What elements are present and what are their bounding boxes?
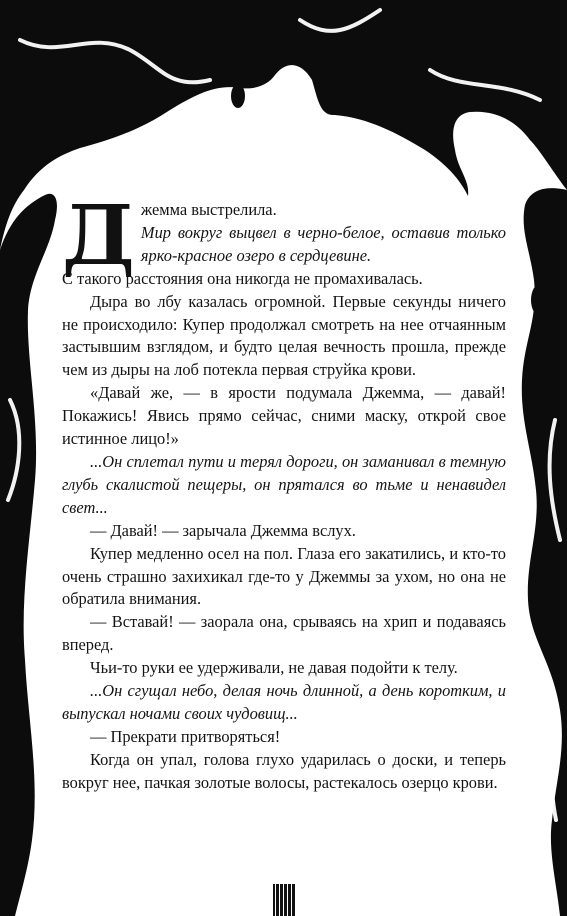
paragraph: — Давай! — зарычала Джемма вслух. (90, 520, 356, 540)
drop-cap: Д (62, 188, 135, 284)
drip (374, 24, 390, 60)
drip (531, 284, 549, 316)
paragraph: — Вставай! — заорала она, срываясь на хрип и подаваясь вперед. (62, 612, 506, 655)
paragraphs (62, 268, 506, 795)
opening-line: жемма выстрелила. (140, 200, 277, 219)
story-text-block (62, 188, 506, 795)
paragraph: Купер медленно осел на пол. Глаза его закатились, и кто-то очень страшно захихикал где-то у Джеммы за ухом, но она не обратила внимания. (62, 543, 506, 609)
paragraph: С такого расстояния она никогда не промахивалась. (62, 268, 423, 288)
paragraph: «Давай же, — в ярости подумала Джемма, — давай! Покажись! Явись прямо сейчас, сними маску, открой свое истинное лицо!» (62, 383, 506, 449)
drip (12, 308, 24, 332)
drip (402, 34, 414, 62)
paragraph: ...Он сгущал небо, делая ночь длинной, а день коротким, и выпускал ночами своих чудовищ... (62, 681, 506, 723)
printer-mark (273, 884, 295, 916)
paragraph: — Прекрати притворяться! (90, 726, 281, 746)
opening-italic: Мир вокруг выцвел в черно-белое, оставив только ярко-красное озеро в сердцевине. (140, 222, 506, 265)
left-ink-border (0, 194, 57, 916)
paragraph: Чьи-то руки ее удерживали, не давая подойти к телу. (90, 658, 458, 678)
white-swirl (544, 700, 556, 820)
drip (231, 84, 245, 108)
paragraph: ...Он сплетал пути и терял дороги, он заманивал в темную глубь скалистой пещеры, он прятался во тьме и ненавидел свет... (62, 451, 506, 517)
paragraph: Когда он упал, голова глухо ударилась о доски, и теперь вокруг нее, пачкая золотые волосы, растекалось озерцо крови. (62, 749, 506, 792)
paragraph: Дыра во лбу казалась огромной. Первые секунды ничего не происходило: Купер продолжал смотреть на нее отчаянным застывшим взглядом, и будто целая вечность прошла, прежде чем из дыры на лоб потекла первая струйка крови. (62, 291, 506, 380)
